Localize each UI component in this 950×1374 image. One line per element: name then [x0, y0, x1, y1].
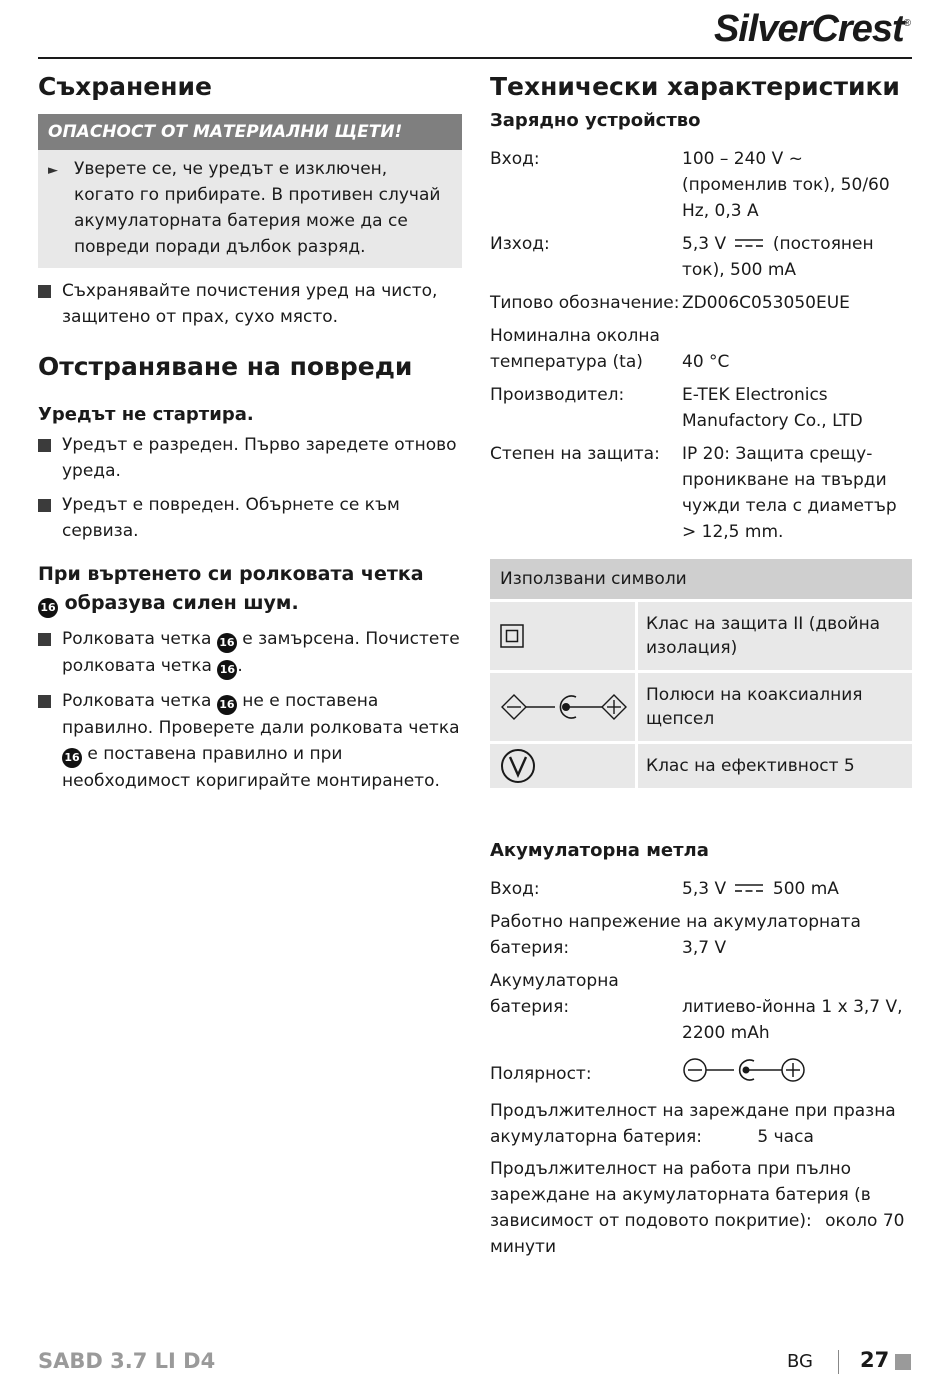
model-number: SABD 3.7 LI D4: [38, 1349, 216, 1373]
noise-b2-part-a: Ролковата четка: [62, 691, 212, 711]
table-row: [490, 673, 912, 741]
no-start-bullet-2: Уредът е повреден. Обърнете се към сервиза.: [62, 495, 400, 541]
spec-label: Вход:: [490, 879, 540, 899]
spec-label: Полярност:: [490, 1064, 592, 1084]
noise-b1-part-a: Ролковата четка: [62, 629, 212, 649]
warning-box: [38, 114, 462, 268]
spec-label: Изход:: [490, 234, 550, 254]
list-item: [38, 688, 462, 794]
brand-logo: SilverCrest®: [713, 8, 910, 50]
noise-title-line-2: образува силен шум.: [64, 592, 299, 614]
spec-row: [490, 441, 912, 545]
symbols-table-header: Използвани символи: [490, 559, 912, 599]
class-ii-icon: [490, 602, 635, 670]
right-column: [490, 68, 912, 1260]
spec-value: IP 20: Защита срещупроникване на твърди чужди тела с диаметър > 12,5 mm.: [682, 444, 897, 542]
storage-bullet-text: Съхранявайте почистения уред на чисто, защитено от прах, сухо място.: [62, 281, 438, 327]
spec-value: [682, 231, 912, 283]
spec-value: 100 – 240 V ~ (променлив ток), 50/60 Hz, 0,3 A: [682, 149, 890, 221]
item-16-badge: 16: [62, 748, 82, 768]
spec-label: Вход:: [490, 149, 540, 169]
page-number: 27: [860, 1348, 890, 1372]
spec-row: [490, 876, 912, 902]
spec-row: [490, 1156, 912, 1260]
dc-current-icon: [735, 883, 763, 893]
broom-input-current: 500 mA: [772, 879, 839, 899]
bullet-square-icon: [38, 499, 51, 512]
spec-row: [490, 382, 912, 434]
spec-value: E-TEK Electronics Manufactory Co., LTD: [682, 385, 863, 431]
list-item: [38, 492, 462, 544]
arrow-icon: ►: [48, 163, 58, 178]
table-row: [490, 602, 912, 670]
list-item: [38, 432, 462, 484]
no-start-title: Уредът не стартира.: [38, 404, 254, 425]
spec-label: Акумулаторна батерия:: [490, 971, 619, 1017]
noise-b1-part-b: е замърсена. Почистете ролковата четка: [62, 629, 460, 676]
spec-value: 5 часа: [757, 1127, 814, 1147]
spec-label: Продължителност на работа при пълно зареждане на акумулаторната батерия (в зависимост от подовото покритие):: [490, 1159, 871, 1231]
spec-label: Работно напрежение на акумулаторната батерия:: [490, 912, 861, 958]
spec-row: [490, 146, 912, 224]
noise-bullet-1: [62, 626, 462, 680]
spec-label: Типово обозначение:: [490, 293, 680, 313]
spec-row: [490, 323, 912, 375]
symbol-description: Клас на защита II (двойна изолация): [638, 602, 912, 670]
spec-label: Производител:: [490, 385, 625, 405]
spec-label: Продължителност на зареждане при празна акумулаторна батерия:: [490, 1101, 896, 1147]
bullet-square-icon: [38, 439, 51, 452]
item-16-badge: 16: [217, 695, 237, 715]
header-rule: [38, 57, 912, 59]
noise-b2-part-b: не е поставена правилно. Проверете дали ролковата четка: [62, 691, 460, 738]
spec-row: [490, 1098, 912, 1150]
list-item: [38, 626, 462, 680]
noise-title: [38, 560, 462, 618]
spec-row: [490, 1056, 912, 1092]
spec-value: 3,7 V: [682, 938, 727, 958]
footer-divider: [838, 1350, 839, 1374]
list-item: [38, 278, 462, 330]
polarity-icon: [682, 1056, 912, 1092]
noise-b2-part-c: е поставена правилно и при необходимост коригирайте монтирането.: [62, 744, 440, 791]
spec-value: 40 °C: [682, 352, 730, 372]
noise-bullet-2: [62, 688, 462, 794]
output-voltage: 5,3 V: [682, 234, 727, 254]
symbol-description: Полюси на коаксиалния щепсел: [638, 673, 912, 741]
broom-title: Акумулаторна метла: [490, 840, 709, 861]
efficiency-v-icon: [490, 744, 635, 788]
bullet-square-icon: [38, 285, 51, 298]
dc-current-icon: [735, 238, 763, 248]
spec-row: [490, 231, 912, 283]
symbol-description: Клас на ефективност 5: [638, 744, 912, 788]
spec-label: Степен на защита:: [490, 444, 660, 464]
noise-b1-part-c: .: [237, 656, 243, 676]
warning-body: [38, 150, 462, 268]
table-row: [490, 744, 912, 788]
spec-row: [490, 968, 912, 1046]
footer-square-icon: [895, 1354, 911, 1370]
noise-title-line-1: При въртенето си ролковата четка: [38, 563, 424, 585]
spec-value: литиево-йонна 1 x 3,7 V, 2200 mAh: [682, 997, 903, 1043]
tech-specs-title: Технически характеристики: [490, 72, 900, 101]
warning-text: Уверете се, че уредът е изключен, когато го прибирате. В противен случай акумулаторната батерия може да се повреди поради дълбок разряд.: [74, 159, 441, 257]
bullet-square-icon: [38, 695, 51, 708]
spec-row: [490, 290, 912, 316]
spec-label: Номинална околна температура (ta): [490, 326, 660, 372]
item-16-badge: 16: [217, 660, 237, 680]
language-code: BG: [787, 1351, 813, 1372]
output-current: (постоянен ток), 500 mA: [682, 234, 874, 280]
item-16-badge: 16: [38, 598, 58, 618]
spec-row: [490, 909, 912, 961]
troubleshooting-title: Отстраняване на повреди: [38, 352, 413, 381]
symbols-table: [490, 559, 912, 788]
spec-value: [682, 876, 912, 902]
no-start-bullet-1: Уредът е разреден. Първо заредете отново уреда.: [62, 435, 457, 481]
broom-input-voltage: 5,3 V: [682, 879, 727, 899]
storage-title: Съхранение: [38, 72, 212, 101]
spec-value: ZD006C053050EUE: [682, 293, 850, 313]
item-16-badge: 16: [217, 633, 237, 653]
left-column: [38, 68, 462, 794]
charger-title: Зарядно устройство: [490, 110, 701, 131]
warning-title: ОПАСНОСТ ОТ МАТЕРИАЛНИ ЩЕТИ!: [38, 114, 462, 150]
spec-value: около 70 минути: [490, 1211, 905, 1257]
bullet-square-icon: [38, 633, 51, 646]
coaxial-polarity-icon: [490, 673, 635, 741]
